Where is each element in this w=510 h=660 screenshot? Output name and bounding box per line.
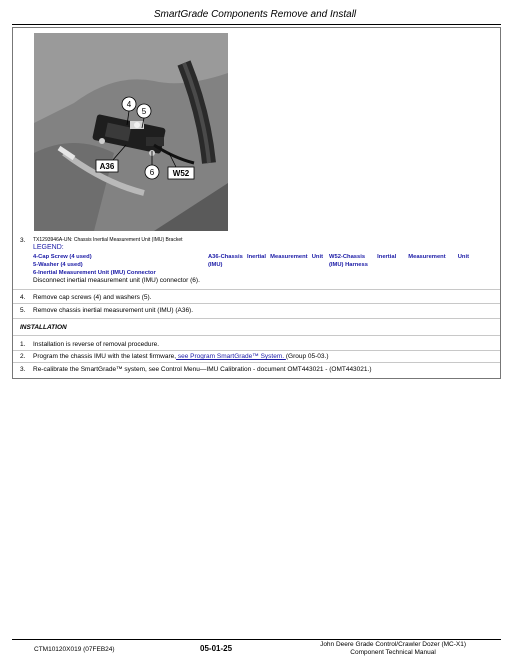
imu-bracket-illustration [34, 33, 228, 231]
legend-title: LEGEND: [33, 244, 64, 251]
step-number-3: 3. [20, 237, 26, 244]
step-4-number: 4. [20, 294, 26, 301]
install-step-2-text [33, 353, 329, 360]
title-divider [12, 24, 501, 25]
callout-4-label: 4 [126, 100, 132, 109]
manual-title-line-1: John Deere Grade Control/Crawler Dozer (MC-X1) [320, 641, 466, 648]
legend-item-a36-cont: (IMU) [208, 262, 223, 268]
step-4-text: Remove cap screws (4) and washers (5). [33, 294, 152, 301]
step-5-text: Remove chassis inertial measurement unit (IMU) (A36). [33, 307, 194, 314]
install-step-2-prefix: Program the chassis IMU with the latest firmware, [33, 353, 177, 360]
page-title: SmartGrade Components Remove and Install [153, 9, 357, 20]
row-divider [13, 303, 500, 304]
row-divider [13, 350, 500, 351]
callout-6-label: 6 [149, 168, 155, 177]
legend-item-w52: W52-Chassis Inertial Measurement Unit [329, 254, 469, 260]
manual-title [320, 641, 466, 657]
footer-divider [12, 639, 501, 640]
program-smartgrade-link[interactable]: see Program SmartGrade™ System. [176, 353, 286, 360]
row-divider [13, 318, 500, 319]
step-3-text: Disconnect inertial measurement unit (IMU) connector (6). [33, 277, 200, 284]
legend-column-1 [33, 253, 203, 277]
row-divider [13, 362, 500, 363]
page-number: 05-01-25 [200, 644, 233, 653]
install-step-2-suffix: (Group 05-03.) [285, 353, 329, 360]
legend-item-w52-cont: (IMU) Harness [329, 262, 368, 268]
legend-item-cap-screw: 4-Cap Screw (4 used) [33, 254, 92, 260]
callout-w52-label: W52 [172, 169, 190, 178]
row-divider [13, 289, 500, 290]
install-step-3-number: 3. [20, 366, 26, 373]
row-divider [13, 335, 500, 336]
manual-title-line-2: Component Technical Manual [350, 649, 436, 656]
step-5-number: 5. [20, 307, 26, 314]
install-step-3-text: Re-calibrate the SmartGrade™ system, see Control Menu—IMU Calibration - document OMT443021 - (OMT443021.) [33, 366, 372, 373]
installation-heading: INSTALLATION [20, 324, 67, 331]
legend-item-washer: 5-Washer (4 used) [33, 262, 83, 268]
legend-column-3 [329, 253, 469, 269]
legend-item-imu-connector: 6-Inertial Measurement Unit (IMU) Connector [33, 270, 156, 276]
callout-5-label: 5 [141, 107, 147, 116]
legend-item-a36: A36-Chassis Inertial Measurement Unit [208, 254, 323, 260]
legend-column-2 [208, 253, 323, 269]
document-id: CTM10120X019 (07FEB24) [34, 646, 115, 653]
install-step-1-text: Installation is reverse of removal procedure. [33, 341, 160, 348]
install-step-2-number: 2. [20, 353, 26, 360]
install-step-1-number: 1. [20, 341, 26, 348]
callout-a36-label: A36 [99, 162, 115, 171]
figure-caption: TX1293946A-UN: Chassis Inertial Measurement Unit (IMU) Bracket [33, 237, 183, 243]
imu-bracket-photo [34, 33, 228, 231]
